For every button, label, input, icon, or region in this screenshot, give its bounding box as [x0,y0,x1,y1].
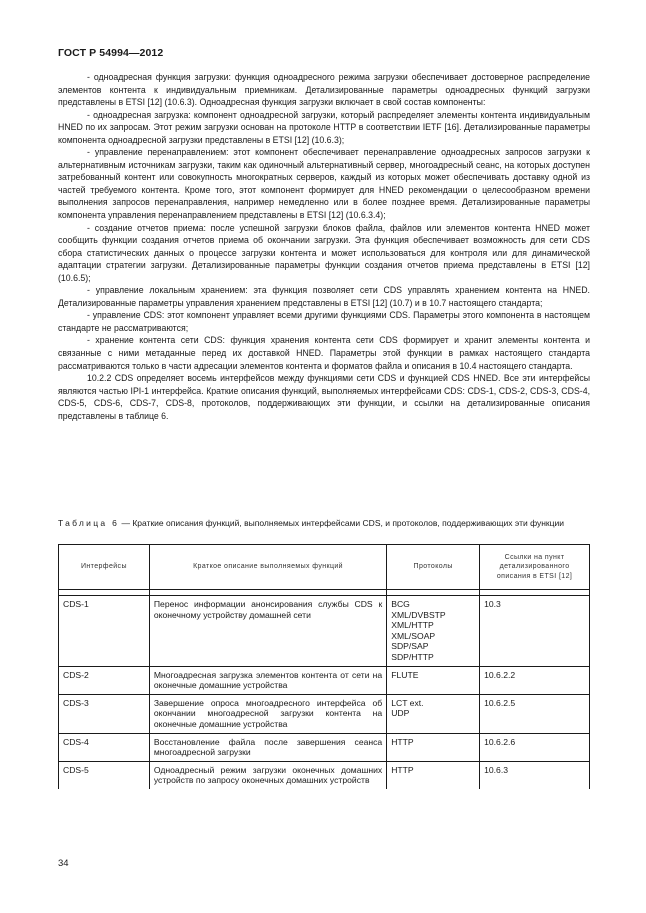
paragraph: - управление перенаправлением: этот компонент обеспечивает перенаправление одноадресных запросов загрузки к альтернативным источникам загрузки, таким как одиночный альтернативный сервер, многоадресный сеанс, на которых доступен затребованный контент или совокупность многократных серверов, каждый из которых может обеспечивать доставку одной из частей требуемого контента. Кроме того, этот компонент формирует для HNED рекомендации о целесообразном времени выполнения запросов перенаправления, например немедленно или в более позднее время. Детализированные параметры компонента управления перенаправлением представлены в ETSI [12] (10.6.3.4); [58,147,590,221]
protocol: HTTP [391,736,414,747]
cell-description: Многоадресная загрузка элементов контента от сети на оконечные домашние устройства [149,666,386,694]
cell-reference: 10.6.2.2 [480,666,590,694]
protocol: BCG [391,599,410,609]
column-header-reference: Ссылки на пункт детализированного описания в ETSI [12] [480,545,590,590]
protocol: SDP/SAP [391,641,429,652]
table-caption [58,518,590,529]
protocol: UDP [391,708,410,719]
table-row [59,596,590,667]
table-row [59,694,590,733]
table-caption-number: Таблица 6 [58,518,120,528]
protocol: XML/SOAP [391,630,436,641]
cell-reference: 10.6.2.5 [480,694,590,733]
paragraph: 10.2.2 CDS определяет восемь интерфейсов между функциями сети CDS и функцией CDS HNED. Все эти интерфейсы являются частью IPI-1 интерфейса. Краткие описания функций, выполняемых интерфейсами CDS: CDS-1, CDS-2, CDS-3, CDS-4, CDS-5, CDS-6, CDS-7, CDS-8, протоколов, поддерживающих эти функции, и ссылки на детализированные описания представлены в таблице 6. [58,373,590,421]
standard-header: ГОСТ Р 54994—2012 [58,47,164,59]
paragraph: - создание отчетов приема: после успешной загрузки блоков файла, файлов или элементов контента HNED может сообщить функции создания отчетов приема об окончании загрузки. Эта функция обеспечивает возможность для сети CDS сбора статистических данных о процессе загрузки контента и может использоваться для контроля или для динамической адаптации стратегии загрузки. Детализированные параметры функции создания отчетов приема представлены в ETSI [12] (10.6.5); [58,222,590,283]
paragraph: - управление локальным хранением: эта функция позволяет сети CDS управлять хранением контента на HNED. Детализированные параметры управления хранением представлены в ETSI [12] (10.7) и в 10.7 настоящего стандарта; [58,285,590,308]
cell-protocols [387,694,480,733]
cell-reference: 10.3 [480,596,590,667]
table-header-row [59,545,590,590]
column-header-description: Краткое описание выполняемых функций [149,545,386,590]
paragraph: - управление CDS: этот компонент управляет всеми другими функциями CDS. Параметры этого компонента в настоящем стандарте не рассматриваются; [58,310,590,333]
paragraph: - хранение контента сети CDS: функция хранения контента сети CDS формирует и хранит элементы контента и связанные с ними метаданные перед их доставкой HNED. Параметры этой функции в рамках настоящего стандарта рассматриваются только в части адресации элементов контента и форматов файла и описания в 10.4 настоящего стандарта. [58,335,590,371]
table-6 [58,544,590,789]
column-header-interfaces: Интерфейсы [59,545,150,590]
cell-interface: CDS-4 [59,733,150,761]
cell-description: Завершение опроса многоадресного интерфейса об окончании многоадресной загрузки контента на оконечные домашние устройства [149,694,386,733]
protocol: FLUTE [391,669,419,680]
protocol: SDP/HTTP [391,651,434,662]
cell-interface: CDS-5 [59,761,150,789]
cell-protocols [387,596,480,667]
paragraph: - одноадресная функция загрузки: функция одноадресного режима загрузки обеспечивает достоверное распределение элементов контента к индивидуальным приемникам. Детализированные параметры одноадресных функций загрузки представлены в ETSI [12] (10.6.3). Одноадресная функция загрузки включает в свой состав компоненты: [58,72,590,108]
cell-description: Одноадресный режим загрузки оконечных домашних устройств по запросу оконечных домашних устройств [149,761,386,789]
body-text [58,71,590,422]
cell-reference: 10.6.3 [480,761,590,789]
cell-description: Перенос информации анонсирования службы CDS к оконечному устройству домашней сети [149,596,386,667]
column-header-protocols: Протоколы [387,545,480,590]
paragraph: - одноадресная загрузка: компонент одноадресной загрузки, который распределяет элементы контента индивидуальным HNED по их запросам. Этот режим загрузки основан на протоколе HTTP в соответствии IETF [16]. Детализированные параметры компонента одноадресной загрузки представлены в ETSI [12] (10.6.3); [58,109,590,145]
cell-protocols [387,761,480,789]
cell-reference: 10.6.2.6 [480,733,590,761]
table-row [59,761,590,789]
protocol: XML/DVBSTP [391,609,446,620]
protocol: HTTP [391,764,414,775]
cell-protocols [387,666,480,694]
protocol: LCT ext. [391,697,424,708]
table-caption-text: — Краткие описания функций, выполняемых интерфейсами CDS, и протоколов, поддерживающих эти функции [119,518,564,528]
cell-interface: CDS-3 [59,694,150,733]
table-row [59,733,590,761]
cell-protocols [387,733,480,761]
table-row [59,666,590,694]
cell-interface: CDS-2 [59,666,150,694]
cell-description: Восстановление файла после завершения сеанса многоадресной загрузки [149,733,386,761]
cell-interface: CDS-1 [59,596,150,667]
protocol: XML/HTTP [391,620,434,631]
page-number: 34 [58,858,69,869]
